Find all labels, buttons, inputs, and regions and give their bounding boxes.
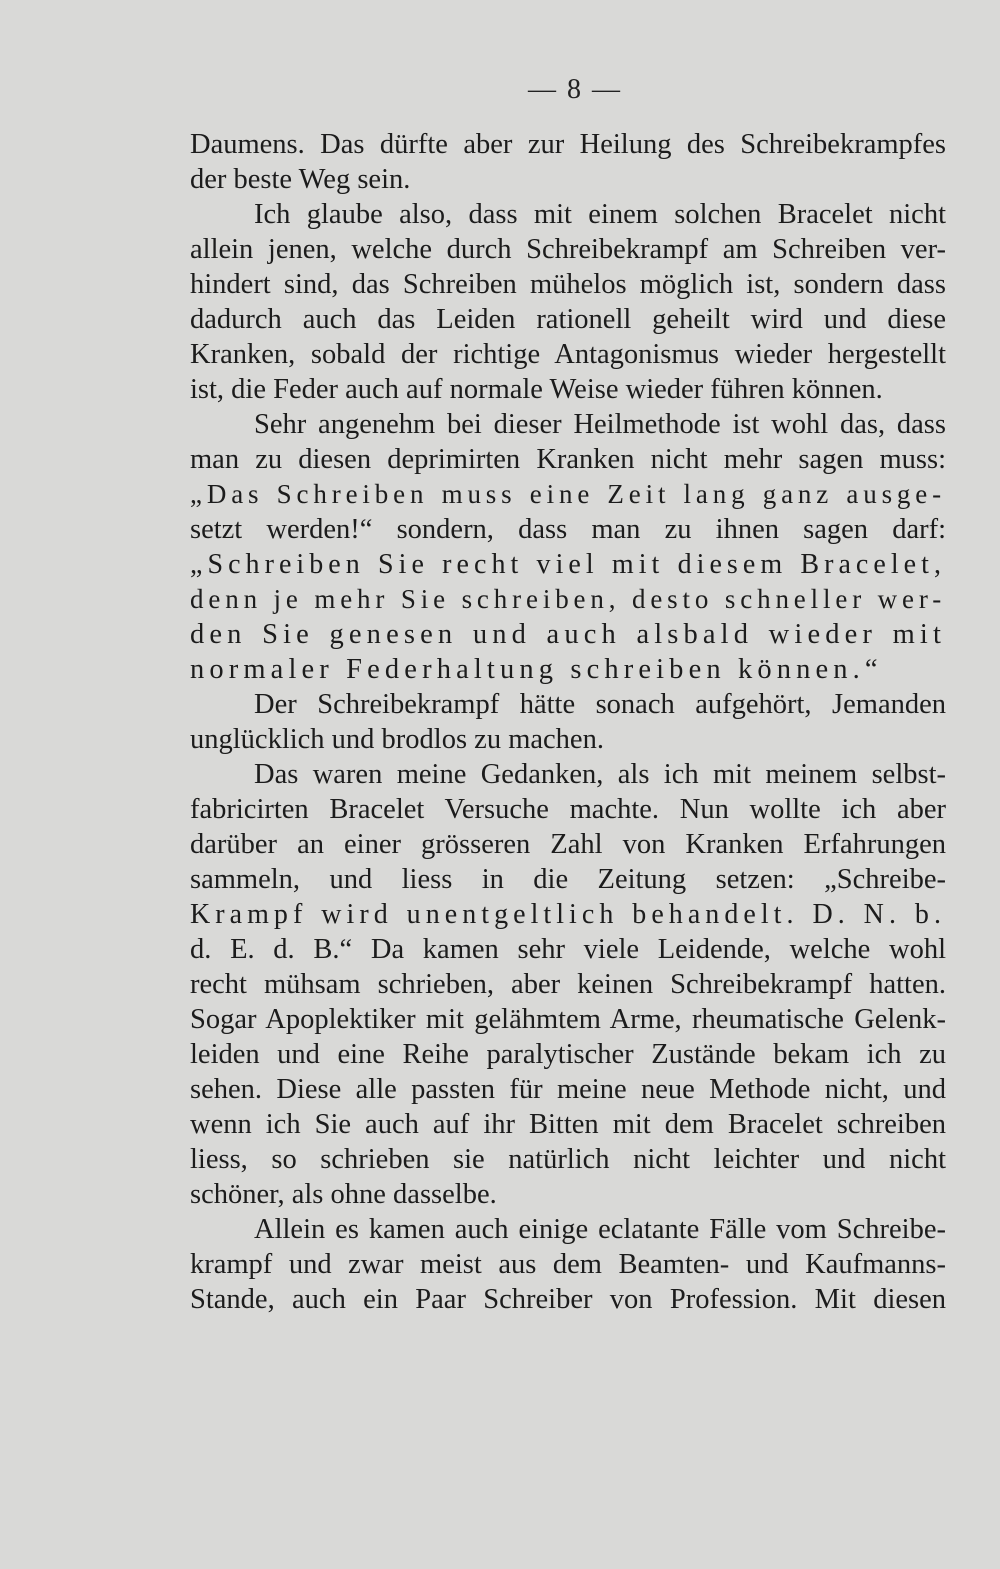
- text-line: Krampf wird unentgeltlich behandelt. D. N. b.: [190, 899, 946, 930]
- text-line: Daumens. Das dürfte aber zur Heilung des Schreibekrampfes: [190, 129, 946, 160]
- text-line: „Das Schreiben muss eine Zeit lang ganz ausge-: [190, 479, 946, 509]
- text-line: Kranken, sobald der richtige Antagonismus wieder hergestellt: [190, 339, 946, 370]
- text-line: d. E. d. B.“ Da kamen sehr viele Leidende, welche wohl: [190, 934, 946, 965]
- text-line: ist, die Feder auch auf normale Weise wieder führen können.: [190, 374, 883, 405]
- text-line: allein jenen, welche durch Schreibekrampf am Schreiben ver-: [190, 234, 946, 265]
- text-line: Allein es kamen auch einige eclatante Fälle vom Schreibe-: [254, 1214, 946, 1245]
- text-line: liess, so schrieben sie natürlich nicht leichter und nicht: [190, 1144, 946, 1175]
- page-number: — 8 —: [528, 74, 622, 105]
- text-line: Sehr angenehm bei dieser Heilmethode ist wohl das, dass: [254, 409, 946, 440]
- text-line: hindert sind, das Schreiben mühelos möglich ist, sondern dass: [190, 269, 946, 300]
- text-line: Das waren meine Gedanken, als ich mit meinem selbst-: [254, 759, 946, 790]
- text-line: setzt werden!“ sondern, dass man zu ihnen sagen darf:: [190, 514, 946, 545]
- text-line: fabricirten Bracelet Versuche machte. Nun wollte ich aber: [190, 794, 946, 825]
- text-line: denn je mehr Sie schreiben, desto schneller wer-: [190, 584, 946, 614]
- text-line: den Sie genesen und auch alsbald wieder mit: [190, 619, 946, 650]
- body-text: [190, 127, 946, 1317]
- text-line: dadurch auch das Leiden rationell geheilt wird und diese: [190, 304, 946, 335]
- text-line: krampf und zwar meist aus dem Beamten- und Kaufmanns-: [190, 1249, 946, 1280]
- text-line: darüber an einer grösseren Zahl von Kranken Erfahrungen: [190, 829, 946, 860]
- text-line: „Schreiben Sie recht viel mit diesem Bracelet,: [190, 549, 946, 580]
- text-line: leiden und eine Reihe paralytischer Zustände bekam ich zu: [190, 1039, 946, 1070]
- text-line: sammeln, und liess in die Zeitung setzen: „Schreibe-: [190, 864, 946, 895]
- text-line: Ich glaube also, dass mit einem solchen Bracelet nicht: [254, 199, 946, 230]
- text-line: der beste Weg sein.: [190, 164, 411, 195]
- text-line: schöner, als ohne dasselbe.: [190, 1179, 497, 1210]
- text-line: sehen. Diese alle passten für meine neue Methode nicht, und: [190, 1074, 946, 1105]
- text-line: recht mühsam schrieben, aber keinen Schreibekrampf hatten.: [190, 969, 946, 1000]
- text-line: Stande, auch ein Paar Schreiber von Profession. Mit diesen: [190, 1284, 946, 1315]
- text-line: unglücklich und brodlos zu machen.: [190, 724, 604, 755]
- text-line: Der Schreibekrampf hätte sonach aufgehört, Jemanden: [254, 689, 946, 720]
- text-line: normaler Federhaltung schreiben können.“: [190, 654, 883, 685]
- text-line: man zu diesen deprimirten Kranken nicht mehr sagen muss:: [190, 444, 946, 475]
- text-line: wenn ich Sie auch auf ihr Bitten mit dem Bracelet schreiben: [190, 1109, 946, 1140]
- text-line: Sogar Apoplektiker mit gelähmtem Arme, rheumatische Gelenk-: [190, 1004, 946, 1035]
